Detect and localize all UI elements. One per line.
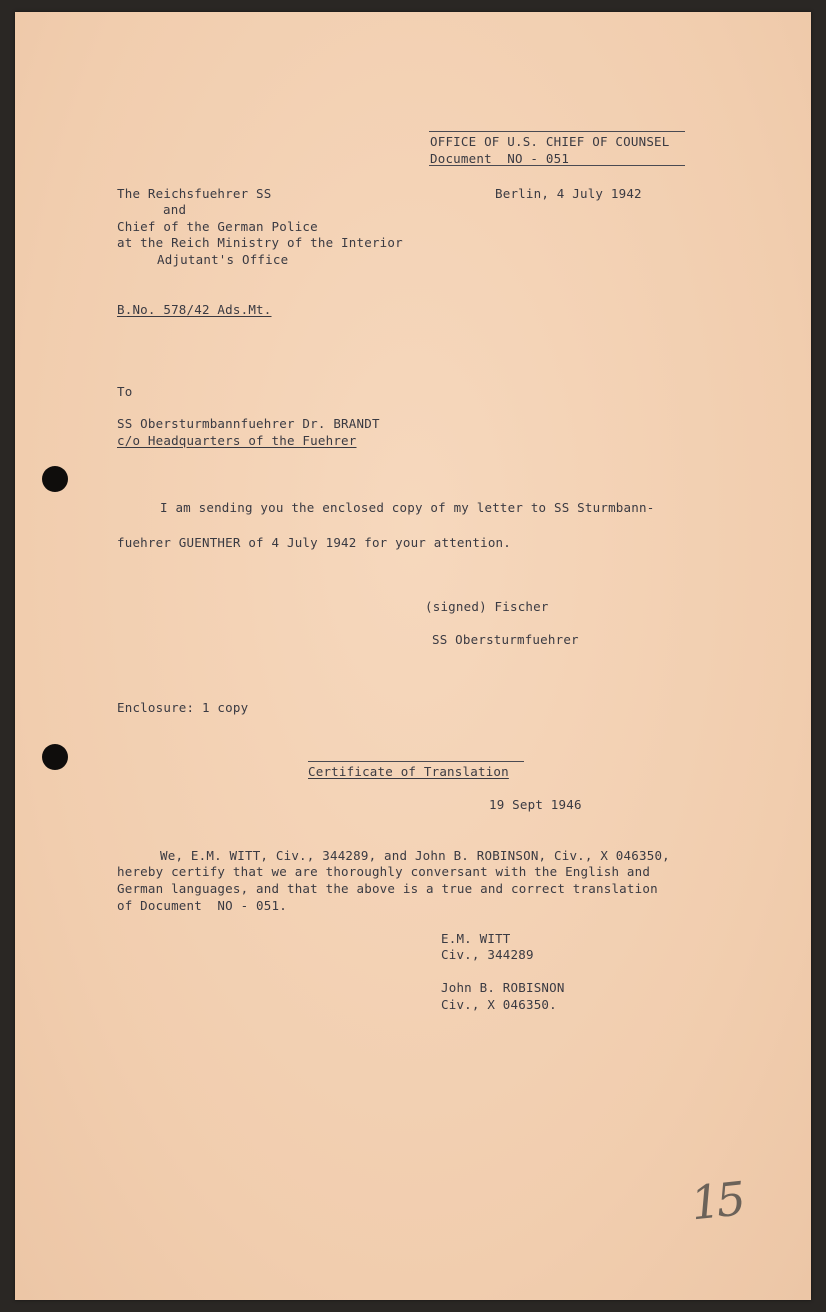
reference-number: B.No. 578/42 Ads.Mt. [117,302,272,317]
certificate-date: 19 Sept 1946 [489,797,582,812]
certificate-line-3: German languages, and that the above is a true and correct translation [117,881,658,896]
body-line-1: I am sending you the enclosed copy of my letter to SS Sturmbann- [160,500,655,515]
sender-line-5: Adjutant's Office [157,252,289,267]
sender-line-1: The Reichsfuehrer SS [117,186,272,201]
place-date: Berlin, 4 July 1942 [495,186,642,201]
recipient-to: To [117,384,133,399]
enclosure-note: Enclosure: 1 copy [117,700,249,715]
body-line-2: fuehrer GUENTHER of 4 July 1942 for your attention. [117,535,512,550]
certificate-line-4: of Document NO - 051. [117,898,287,913]
certificate-title: Certificate of Translation [308,764,509,779]
handwritten-page-number: 15 [688,1171,745,1231]
signature-signed: (signed) Fischer [425,599,549,614]
stamp-office-line: OFFICE OF U.S. CHIEF OF COUNSEL [430,134,670,149]
certificate-line-2: hereby certify that we are thoroughly conversant with the English and [117,864,651,879]
sender-line-3: Chief of the German Police [117,219,318,234]
recipient-address: c/o Headquarters of the Fuehrer [117,433,357,448]
punch-hole-top [42,466,68,492]
stamp-document-number: Document NO - 051 [430,151,570,166]
translator-1-id: Civ., 344289 [441,947,534,962]
sender-line-2: and [163,202,187,217]
translator-2-id: Civ., X 046350. [441,997,557,1012]
certificate-line-1: We, E.M. WITT, Civ., 344289, and John B. ROBINSON, Civ., X 046350, [160,848,670,863]
document-page [15,12,811,1300]
signature-rank: SS Obersturmfuehrer [432,632,579,647]
translator-2-name: John B. ROBISNON [441,980,565,995]
certificate-top-rule [308,761,524,762]
recipient-name: SS Obersturmbannfuehrer Dr. BRANDT [117,416,380,431]
stamp-bottom-rule [429,165,685,166]
punch-hole-bottom [42,744,68,770]
sender-line-4: at the Reich Ministry of the Interior [117,235,403,250]
translator-1-name: E.M. WITT [441,931,511,946]
stamp-top-rule [429,131,685,132]
